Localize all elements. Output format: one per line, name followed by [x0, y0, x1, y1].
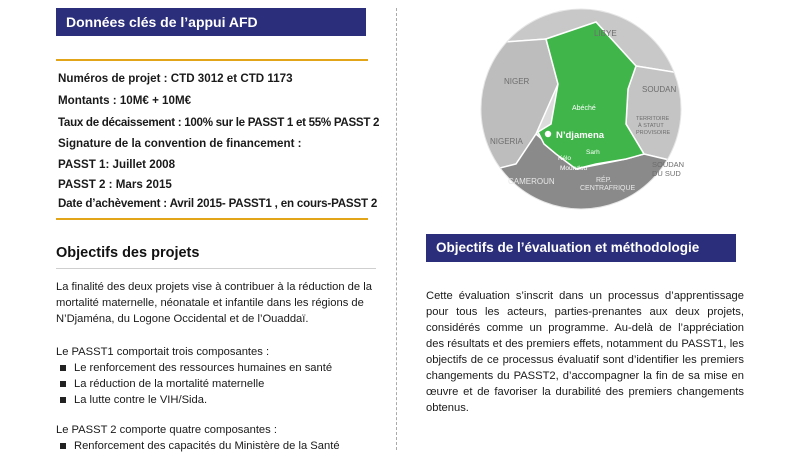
list-item: Le renforcement des ressources humaines en santé	[56, 360, 332, 376]
chad-map	[476, 4, 686, 214]
label-kelo: Kélo	[558, 155, 572, 162]
label-ndjamena: N’djamena	[556, 130, 605, 141]
projets-label: Numéros de projet :	[58, 72, 168, 85]
evaluation-body: Cette évaluation s’inscrit dans un processus d’apprentissage pour tous les acteurs, parties-prenantes aux deux projets, considérés comme un programme. Au-delà de l’appréciation des résultats et des premiers effets, notamment du PASST1, les objectifs de ce processus évaluatif sont d’identifier les premiers changements du PASST2, d’accompagner la fin de sa mise en œuvre et de favoriser la durabilité des premiers changements obtenus.	[426, 290, 744, 414]
label-rep-1: RÉP.	[596, 177, 612, 184]
list-item: La réduction de la mortalité maternelle	[56, 376, 332, 392]
gold-separator-bottom	[56, 218, 368, 220]
label-niger: NIGER	[504, 77, 530, 86]
label-territoire-1: TERRITOIRE	[636, 116, 670, 122]
taux-label: Taux de décaissement :	[58, 116, 182, 129]
label-rep-2: CENTRAFRIQUE	[580, 185, 636, 192]
chad-map-svg	[476, 4, 686, 214]
evaluation-title: Objectifs de l’évaluation et méthodologie	[436, 240, 700, 255]
achevement-label: Date d’achèvement :	[58, 197, 167, 210]
label-sarh: Sarh	[586, 149, 600, 156]
objectifs-rule	[56, 268, 376, 269]
projets-row	[58, 72, 293, 85]
achevement-row	[58, 197, 377, 210]
passt2-intro: Le PASST 2 comporte quatre composantes :	[56, 424, 277, 436]
ndjamena-marker	[545, 131, 551, 137]
gold-separator-top	[56, 59, 368, 61]
passt1-list	[56, 360, 332, 408]
passt1-signature: PASST 1: Juillet 2008	[58, 158, 176, 171]
label-libye: LIBYE	[594, 29, 617, 38]
column-divider	[396, 8, 397, 450]
achevement-value: Avril 2015- PASST1 , en cours-PASST 2	[169, 197, 378, 210]
signature-label: Signature de la convention de financement :	[58, 137, 302, 150]
montants-row	[58, 94, 191, 107]
label-moundou: Moundou	[560, 165, 588, 172]
label-abeche: Abéché	[572, 105, 596, 112]
taux-value: 100% sur le PASST 1 et 55% PASST 2	[184, 116, 380, 129]
montants-value: 10M€ + 10M€	[119, 94, 192, 107]
passt2-list	[56, 438, 340, 454]
list-item: La lutte contre le VIH/Sida.	[56, 392, 332, 408]
taux-row	[58, 116, 379, 129]
label-soudan-sud-2: DU SUD	[652, 169, 681, 178]
afd-key-data-title: Données clés de l’appui AFD	[66, 14, 258, 30]
montants-label: Montants :	[58, 94, 117, 107]
label-soudan-sud-1: SOUDAN	[652, 160, 685, 169]
objectifs-title: Objectifs des projets	[56, 245, 200, 261]
passt1-intro: Le PASST1 comportait trois composantes :	[56, 346, 270, 358]
label-territoire-2: À STATUT	[638, 123, 664, 129]
list-item: Renforcement des capacités du Ministère de la Santé	[56, 438, 340, 454]
passt2-signature: PASST 2 : Mars 2015	[58, 178, 172, 191]
label-soudan: SOUDAN	[642, 85, 677, 94]
projets-value: CTD 3012 et CTD 1173	[170, 72, 293, 85]
label-nigeria: NIGERIA	[490, 137, 523, 146]
objectifs-intro: La finalité des deux projets vise à contribuer à la réduction de la mortalité maternelle, néonatale et infantile dans les régions de N’Djaména, du Logone Occidental et de l’Ouaddaï.	[56, 281, 372, 325]
label-territoire-3: PROVISOIRE	[636, 130, 671, 136]
label-cameroun: CAMEROUN	[508, 177, 555, 186]
afd-key-data-banner	[56, 8, 366, 36]
evaluation-banner	[426, 234, 736, 262]
